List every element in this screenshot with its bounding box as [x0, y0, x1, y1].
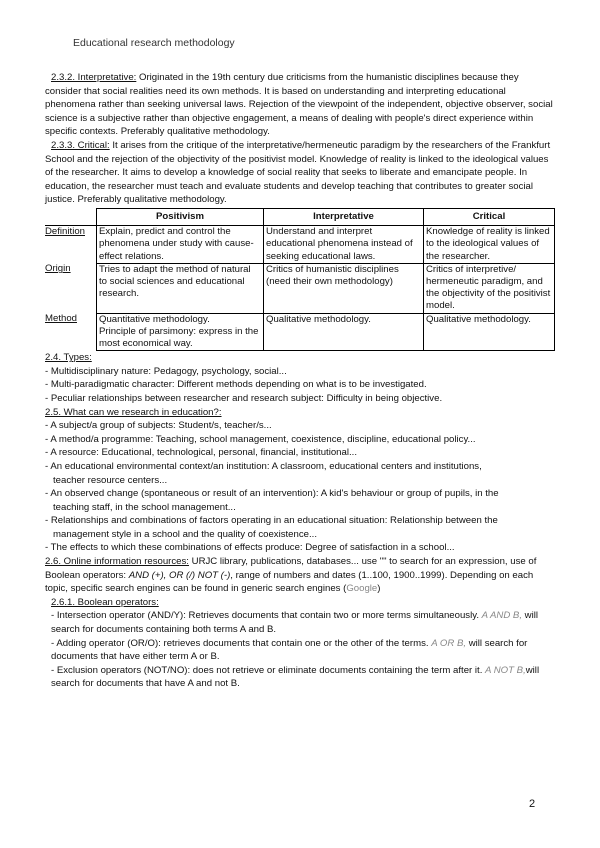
section-heading: 2.3.3. Critical: [51, 139, 110, 151]
table-cell: Tries to adapt the method of natural to social sciences and educational research. [97, 263, 264, 313]
row-header: Origin [45, 263, 71, 275]
list-item-continuation: teaching staff, in the school management... [53, 501, 236, 513]
table-cell: Critics of humanistic disciplines (need their own methodology) [264, 263, 424, 313]
item-text: - Exclusion operators (NOT/NO): does not retrieve or eliminate documents containing the term after it. [51, 664, 486, 676]
table-cell: Explain, predict and control the phenomena under study with cause-effect relations. [97, 226, 264, 264]
google-text: Google [346, 583, 378, 595]
item-text: - Intersection operator (AND/Y): Retrieves documents that contain two or more terms simultaneously. [51, 610, 482, 622]
boolean-operators-text: AND (+), OR (/) NOT (-) [128, 569, 231, 581]
table-cell: Critics of interpretive/ hermeneutic paradigm, and the objectivity of the positivist model. [424, 263, 555, 313]
list-item: - Multidisciplinary nature: Pedagogy, psychology, social... [45, 365, 287, 377]
paragraph-text: Originated in the 19th century due criticisms from the humanistic disciplines because they consider that social realities need its own methods. It is based on understanding and interpreting educational phenomena rather than seeking universal laws. Rejection of the viewpoint of the independent, objective observer, social science is a subjective rather than objective engagement, a means of dealing with people's direct experience within specific contexts. Preferably qualitative methodology. [45, 72, 553, 138]
list-item: - Multi-paradigmatic character: Different methods depending on what is to be investigated. [45, 379, 427, 391]
table-cell [97, 313, 264, 351]
section-heading: 2.3.2. Interpretative: [51, 72, 137, 83]
list-item-continuation: management style in a school and the quality of coexistence... [53, 528, 317, 540]
section-interpretative [45, 71, 555, 139]
column-header: Interpretative [264, 208, 424, 225]
list-item [51, 664, 555, 691]
boolean-section [45, 596, 555, 691]
list-item-continuation: teacher resource centers... [53, 474, 168, 486]
list-item [51, 609, 555, 636]
section-heading: 2.4. Types: [45, 352, 92, 364]
column-header: Positivism [97, 208, 264, 225]
paragraph-text: It arises from the critique of the interpretative/hermeneutic paradigm by the researchers of the Frankfurt School and the rejection of the objectivity of the positivist model. Knowledge of reality is linked to the ideological values of the researcher. It aims to develop a knowledge of social reality that seeks to liberate and emancipate people. In education, the researcher must teach and evaluate students and develop teaching that contributes to greater social justice. Preferably qualitative methodology. [45, 139, 551, 206]
research-section [45, 406, 555, 556]
section-online-resources [45, 555, 555, 596]
document-body [45, 71, 555, 691]
paragraph-text: URJC library, publications, databases... use "" to search for an expression, use of Boolean operators: [45, 556, 537, 581]
list-item: - An educational environmental context/an institution: A classroom, educational centers and institutions, [45, 460, 482, 472]
list-item: - Peculiar relationships between researcher and research subject: Difficulty in being objective. [45, 392, 443, 404]
list-item [51, 637, 555, 664]
list-item: - The effects to which these combinations of effects produce: Degree of satisfaction in a school... [45, 542, 455, 554]
running-header: Educational research methodology [73, 37, 235, 49]
cell-line: Principle of parsimony: express in the most economical way. [99, 325, 259, 349]
list-item: - Relationships and combinations of factors operating in an educational situation: Relationship between the [45, 515, 498, 527]
section-heading: 2.5. What can we research in education?: [45, 406, 222, 418]
paragraph-text: ) [377, 583, 381, 595]
section-heading: 2.6. Online information resources: [45, 556, 189, 568]
table-corner [45, 208, 97, 225]
column-header: Critical [424, 208, 555, 225]
row-header: Method [45, 313, 77, 325]
table-row [45, 263, 555, 313]
item-text: will search for documents that have either term A or B. [51, 637, 528, 663]
item-text: will search for documents containing both terms A and B. [51, 610, 538, 636]
item-text: - Adding operator (OR/O): retrieves documents that contain one or the other of the terms. [51, 637, 432, 649]
table-row [45, 313, 555, 351]
list-item: - An observed change (spontaneous or result of an intervention): A kid's behaviour or group of pupils, in the [45, 488, 499, 500]
page-number: 2 [529, 798, 536, 810]
item-text: will search for documents that have A and not B. [51, 664, 540, 690]
list-item: - A resource: Educational, technological, personal, financial, institutional... [45, 447, 357, 459]
example-text: A NOT B, [485, 664, 526, 676]
types-section [45, 351, 555, 405]
table-cell: Qualitative methodology. [424, 313, 555, 351]
table-header-row [45, 208, 555, 225]
section-critical [45, 139, 555, 207]
row-header: Definition [45, 226, 85, 238]
paragraph-text: , range of numbers and dates (1..100, 1900..1999). Depending on each topic, specific search engines can be found in generic search engines ( [45, 569, 534, 595]
list-item: - A method/a programme: Teaching, school management, coexistence, discipline, educational policy... [45, 433, 476, 445]
table-cell: Understand and interpret educational phenomena instead of seeking educational laws. [264, 226, 424, 264]
list-item: - A subject/a group of subjects: Student/s, teacher/s... [45, 420, 272, 432]
paradigms-table [45, 208, 555, 351]
example-text: A OR B, [431, 637, 467, 649]
section-heading: 2.6.1. Boolean operators: [51, 596, 159, 608]
table-cell: Qualitative methodology. [264, 313, 424, 351]
cell-line: Quantitative methodology. [99, 313, 210, 325]
table-cell: Knowledge of reality is linked to the ideological values of the researcher. [424, 226, 555, 264]
table-row [45, 226, 555, 264]
example-text: A AND B, [481, 610, 522, 622]
